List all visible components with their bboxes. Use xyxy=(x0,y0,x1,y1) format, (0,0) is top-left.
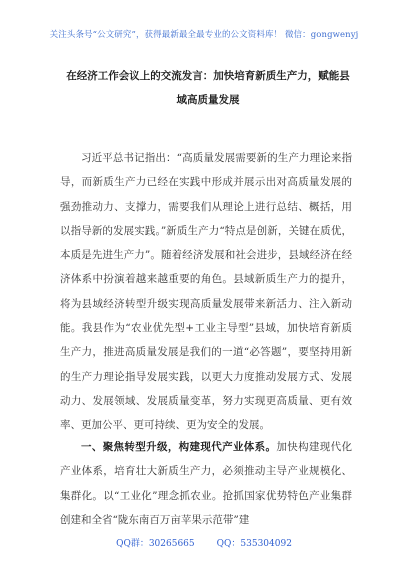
footer-contacts xyxy=(0,536,408,549)
body-paragraph-section-1 xyxy=(60,435,352,532)
body-paragraph-intro: 习近平总书记指出：“高质量发展需要新的生产力理论来指导，而新质生产力已经在实践中形成并展示出对高质量发展的强劲推动力、支撑力，需要我们从理论上进行总结、概括，用以指导新的发展实践。”新质生产力“特点是创新，关键在质优，本质是先进生产力”。随着经济发展和社会进步，县域经济在经济体系中扮演着越来越重要的角色。县域新质生产力的提升，将为县域经济转型升级实现高质量发展带来新活力、注入新动能。我县作为“农业优先型+工业主导型”县域，加快培育新质生产力，推进高质量发展是我们的一道“必答题”，要坚持用新的生产力理论指导发展实践，以更大力度推动发展方式、发展动力、发展领域、发展质量变革，努力实现更高质量、更有效率、更加公平、更可持续、更为安全的发展。 xyxy=(60,152,352,432)
section-1-heading: 一、聚焦转型升级，构建现代产业体系。 xyxy=(81,441,277,453)
document-title: 在经济工作会议上的交流发言：加快培育新质生产力，赋能县域高质量发展 xyxy=(66,70,350,106)
footer-qq-number: QQ：535304092 xyxy=(216,539,292,549)
header-promo-note: 关注头条号“公文研究”，获得最新最全最专业的公文资料库！ 微信：gongwenyj xyxy=(49,30,359,40)
footer-qq-group: QQ群：30265665 xyxy=(116,539,195,549)
section-1-text: 加快构建现代化产业体系，培育壮大新质生产力，必须推动主导产业规模化、集群化。以“工业化”理念抓农业。抢抓国家优势特色产业集群创建和全省“陇东南百万亩苹果示范带”建 xyxy=(60,441,352,526)
